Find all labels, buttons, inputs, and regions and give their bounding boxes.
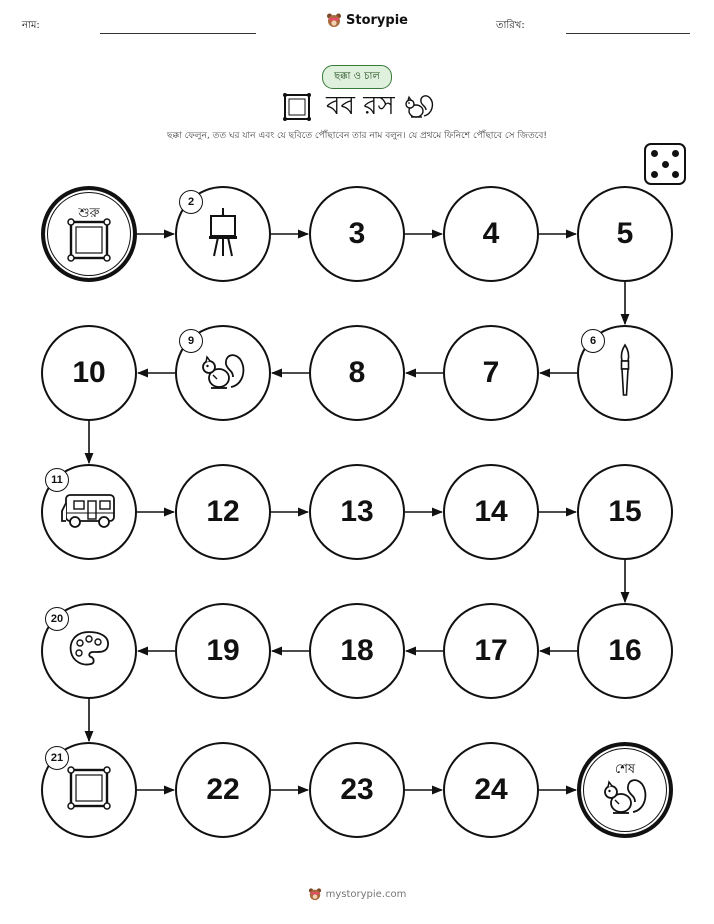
cell-number-badge: 2 — [179, 190, 203, 214]
board-cell[interactable] — [41, 742, 137, 838]
board-cell[interactable] — [309, 742, 405, 838]
cell-number-badge: 6 — [581, 329, 605, 353]
finish-cell[interactable] — [577, 742, 673, 838]
board-cell[interactable] — [577, 186, 673, 282]
board-cell[interactable] — [577, 464, 673, 560]
palette-icon — [67, 629, 111, 673]
board-cell[interactable] — [309, 603, 405, 699]
cell-number: 16 — [608, 634, 642, 667]
cell-number: 13 — [340, 495, 374, 528]
instructions: ছক্কা ফেলুন, তত ঘর যান এবং যে ছবিতে পৌঁছাবেন তার নাম বলুন। যে প্রথমে ফিনিশে পৌঁছাবে সে জিতবে! — [167, 131, 547, 141]
paintbrush-icon — [615, 343, 635, 403]
game-type-tag: ছক্কা ও চাল — [322, 65, 392, 89]
squirrel-icon — [197, 349, 249, 397]
board-cell[interactable] — [41, 325, 137, 421]
cell-number: 5 — [616, 217, 634, 250]
cell-number-badge: 9 — [179, 329, 203, 353]
cell-number: 18 — [340, 634, 374, 667]
footer — [0, 887, 714, 901]
board-cell[interactable] — [309, 186, 405, 282]
board-cell[interactable] — [443, 603, 539, 699]
cell-number: 22 — [206, 773, 240, 806]
start-label: শুরু — [78, 206, 100, 221]
cell-number: 7 — [482, 356, 500, 389]
bear-logo-icon — [308, 887, 322, 901]
board-cell[interactable] — [175, 325, 271, 421]
cell-number: 8 — [348, 356, 366, 389]
brand-name: Storypie — [346, 12, 408, 28]
board-cell[interactable] — [41, 464, 137, 560]
cell-number: 12 — [206, 495, 240, 528]
camper-van-icon — [60, 489, 118, 535]
cell-number: 4 — [482, 217, 500, 250]
cell-number: 17 — [474, 634, 508, 667]
cell-number-badge: 20 — [45, 607, 69, 631]
board-cell[interactable] — [41, 603, 137, 699]
frame-icon — [66, 765, 112, 815]
board-cell[interactable] — [175, 742, 271, 838]
cell-number-badge: 21 — [45, 746, 69, 770]
cell-number: 3 — [348, 217, 366, 250]
finish-label: শেষ — [614, 762, 636, 777]
squirrel-icon — [599, 774, 651, 822]
board-cell[interactable] — [443, 464, 539, 560]
start-cell[interactable] — [41, 186, 137, 282]
cell-number: 23 — [340, 773, 374, 806]
cell-number-badge: 11 — [45, 468, 69, 492]
board-cell[interactable] — [309, 325, 405, 421]
board-cell[interactable] — [443, 742, 539, 838]
board-cell[interactable] — [175, 186, 271, 282]
board-cell[interactable] — [175, 603, 271, 699]
cell-number: 24 — [474, 773, 508, 806]
board-cell[interactable] — [577, 325, 673, 421]
board-cell[interactable] — [443, 186, 539, 282]
easel-icon — [200, 206, 246, 262]
page-title: বব রস — [326, 91, 395, 121]
board-cell[interactable] — [577, 603, 673, 699]
cell-number: 15 — [608, 495, 642, 528]
cell-number: 10 — [72, 356, 106, 389]
name-label: নাম: — [22, 20, 40, 31]
board-cell[interactable] — [443, 325, 539, 421]
cell-number: 14 — [474, 495, 508, 528]
board-cell[interactable] — [309, 464, 405, 560]
board-cell[interactable] — [175, 464, 271, 560]
footer-site: mystorypie.com — [325, 888, 407, 900]
cell-number: 19 — [206, 634, 240, 667]
date-label: তারিখ: — [496, 20, 525, 31]
